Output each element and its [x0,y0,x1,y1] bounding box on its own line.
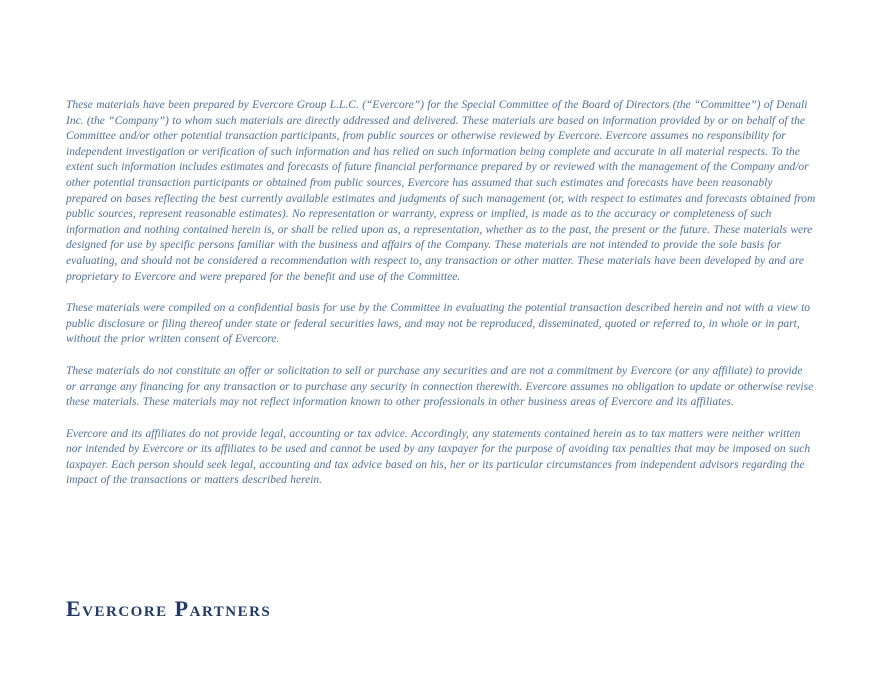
disclaimer-paragraph-4: Evercore and its affiliates do not provide legal, accounting or tax advice. Accordingly, any statements contained herein as to tax matters were neither written nor intended by Evercore or its affiliates to be used and cannot be used by any taxpayer for the purpose of avoiding tax penalties that may be imposed on such taxpayer. Each person should seek legal, accounting and tax advice based on his, her or its particular circumstances from independent advisors regarding the impact of the transactions or matters described herein. [66,427,811,487]
disclaimer-paragraph-1: These materials have been prepared by Evercore Group L.L.C. (“Evercore”) for the Special Committee of the Board of Directors (the “Committee”) of Denali Inc. (the “Company”) to whom such materials are directly addressed and delivered. These materials are based on information provided by or on behalf of the Committee and/or other potential transaction participants, from public sources or otherwise reviewed by Evercore. Evercore assumes no responsibility for independent investigation or verification of such information and has relied on such information being complete and accurate in all material respects. To the extent such information includes estimates and forecasts of future financial performance prepared by or reviewed with the management of the Company and/or other potential transaction participants or obtained from public sources, Evercore has assumed that such estimates and forecasts have been reasonably prepared on bases reflecting the best currently available estimates and judgments of such management (or, with respect to estimates and forecasts obtained from public sources, represent reasonable estimates). No representation or warranty, express or implied, is made as to the accuracy or completeness of such information and nothing contained herein is, or shall be relied upon as, a representation, whether as to the past, the present or the future. These materials were designed for use by specific persons familiar with the business and affairs of the Company. These materials are not intended to provide the sole basis for evaluating, and should not be considered a recommendation with respect to, any transaction or other matter. These materials have been developed by and are proprietary to Evercore and were prepared for the benefit and use of the Committee. [66,99,816,283]
disclaimer-paragraph-3: These materials do not constitute an offer or solicitation to sell or purchase any securities and are not a commitment by Evercore (or any affiliate) to provide or arrange any financing for any transaction or to purchase any security in connection therewith. Evercore assumes no obligation to update or otherwise revise these materials. These materials may not reflect information known to other professionals in other business areas of Evercore and its affiliates. [66,364,814,409]
disclaimer-paragraph-2: These materials were compiled on a confidential basis for use by the Committee in evaluating the potential transaction described herein and not with a view to public disclosure or filing thereof under state or federal securities laws, and may not be reproduced, disseminated, quoted or referred to, in whole or in part, without the prior written consent of Evercore. [66,302,811,346]
disclaimer-text-block [66,98,816,505]
evercore-partners-logo: Evercore Partners [66,596,272,621]
